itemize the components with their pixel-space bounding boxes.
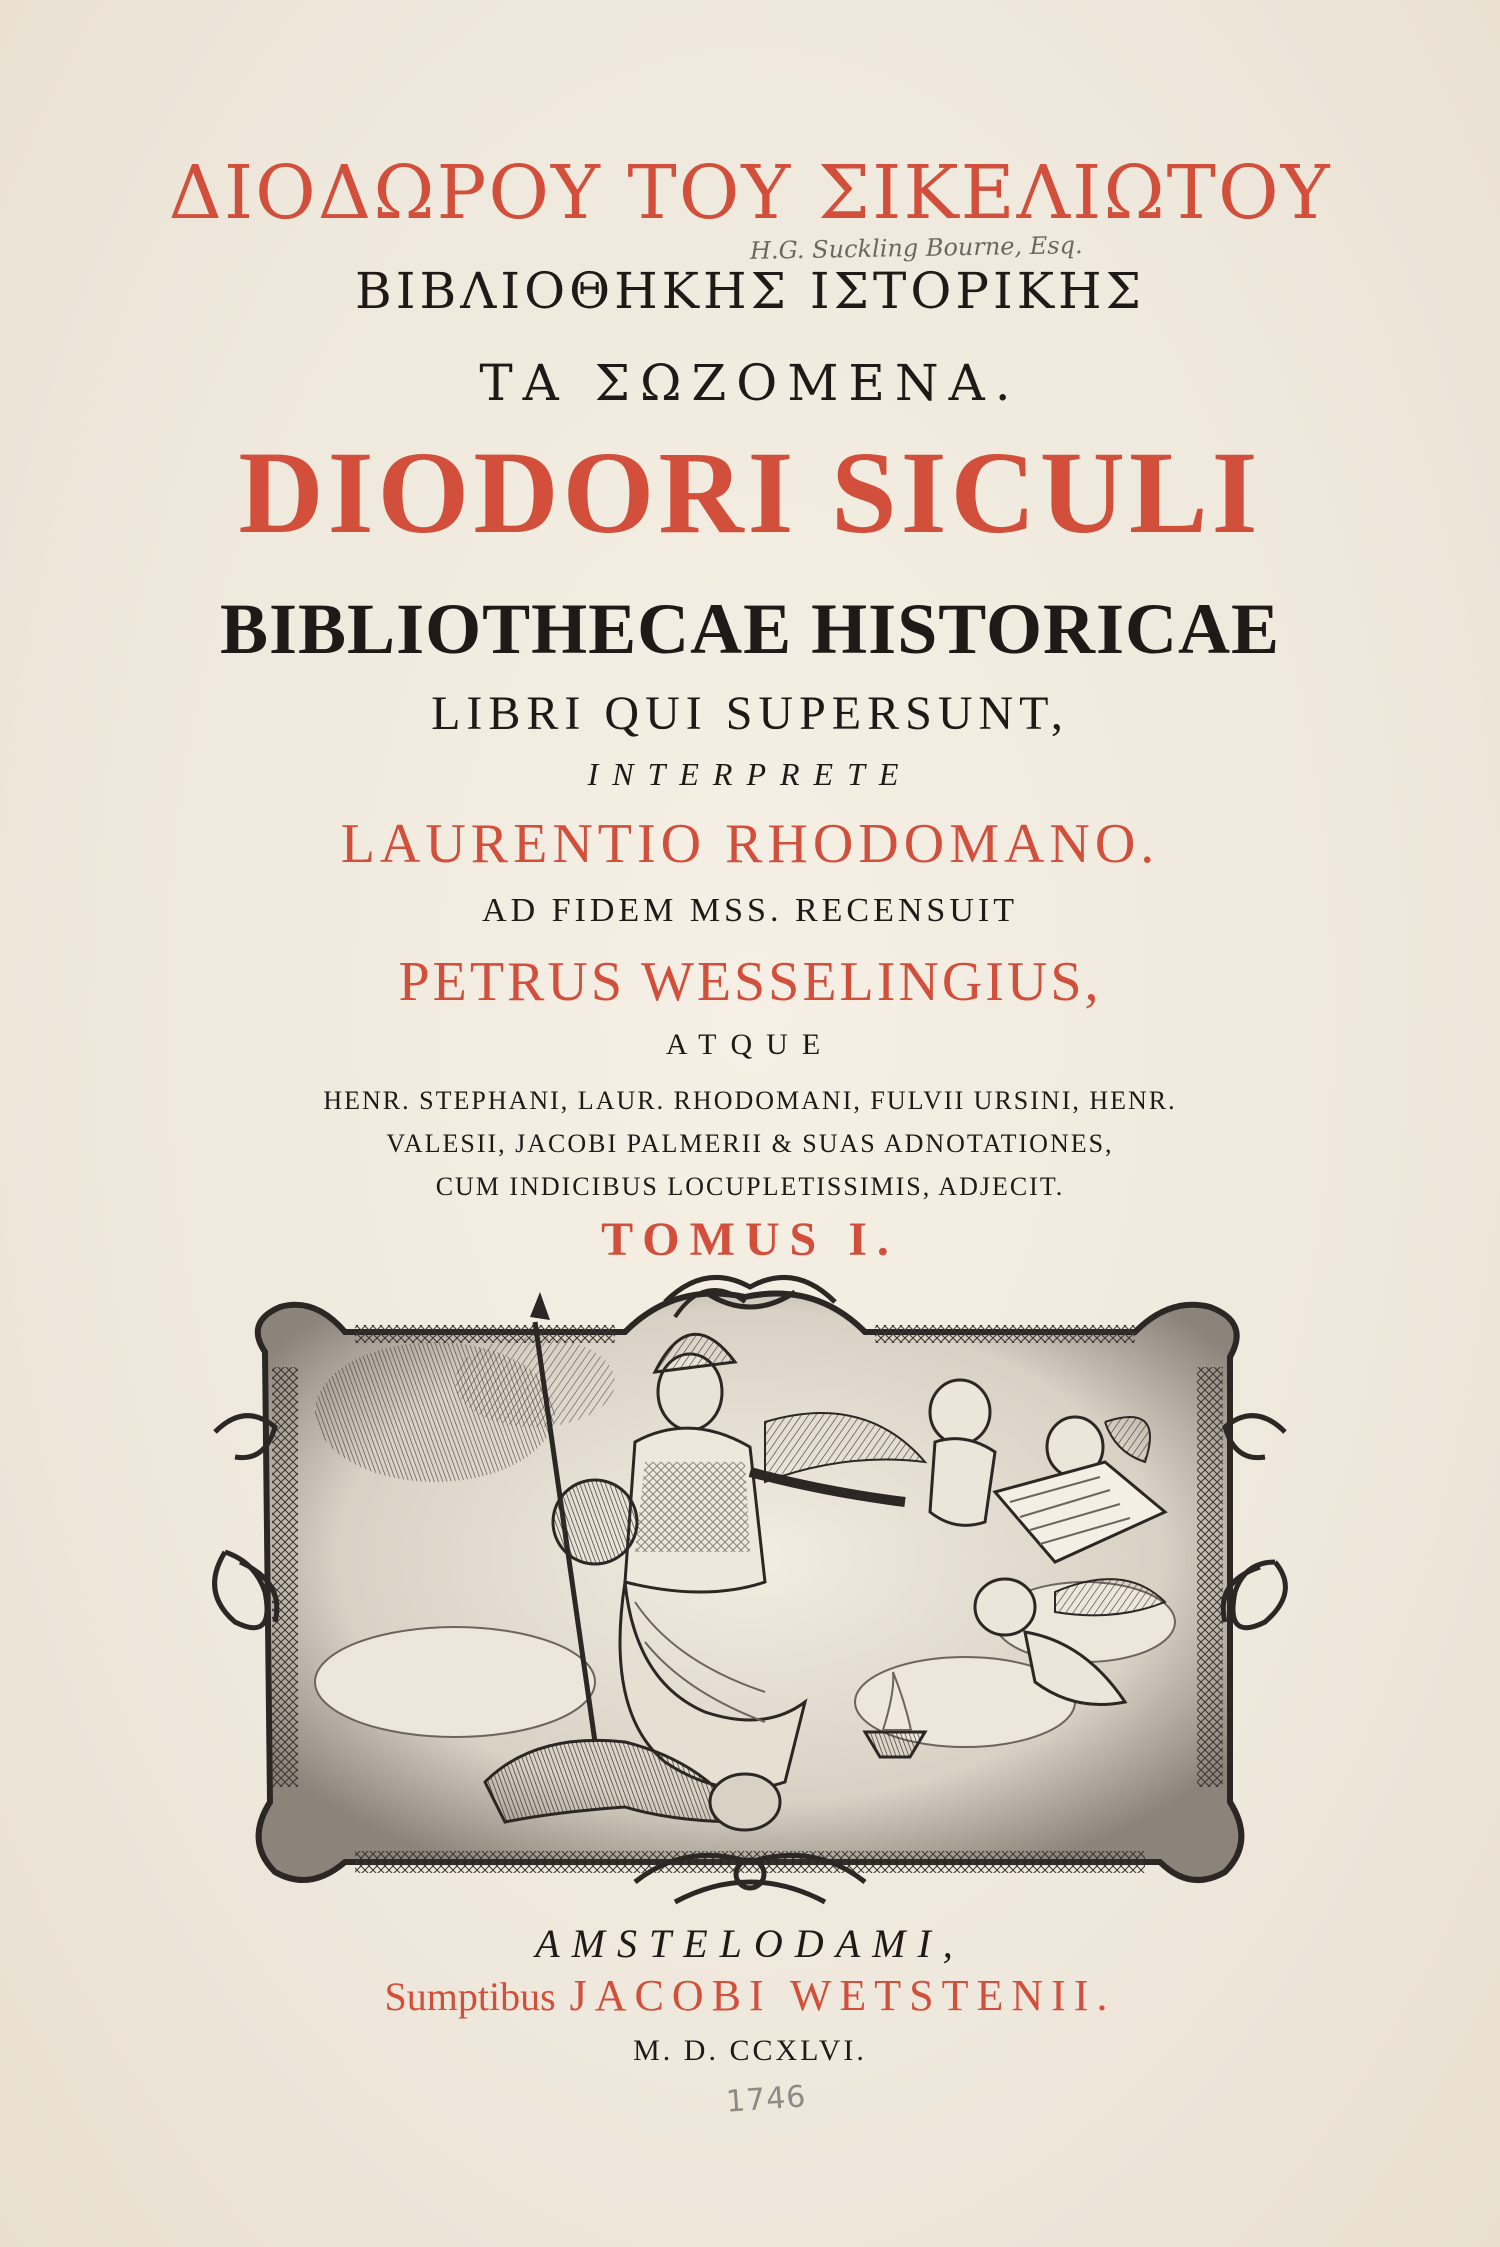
interprete-label: INTERPRETE: [587, 756, 913, 792]
greek-extant-line: ΤΑ ΣΩΖΟΜΕΝΑ.: [479, 354, 1021, 412]
ownership-inscription: H.G. Suckling Bourne, Esq.: [749, 231, 1083, 265]
annotators-line-3: CUM INDICIBUS LOCUPLETISSIMIS, ADJECIT.: [435, 1172, 1065, 1201]
atque-line: ATQUE: [665, 1028, 835, 1061]
editor-name: PETRUS WESSELINGIUS,: [398, 951, 1102, 1013]
pencil-year-note: 1746: [724, 2079, 808, 2120]
recension-line: AD FIDEM MSS. RECENSUIT: [482, 892, 1018, 929]
latin-author-title: DIODORI SICULI: [238, 427, 1262, 558]
translator-name: LAURENTIO RHODOMANO.: [340, 813, 1160, 875]
greek-work-title: ΒΙΒΛΙΟΘΗΚΗΣ ΙΣΤΟΡΙΚΗΣ: [354, 262, 1146, 320]
imprint-date: M. D. CCXLVI.: [633, 2034, 867, 2067]
imprint-publisher-line: [0, 1970, 1500, 2021]
extant-books-line: LIBRI QUI SUPERSUNT,: [431, 687, 1069, 740]
latin-work-title: BIBLIOTHECAE HISTORICAE: [219, 589, 1280, 669]
scroll-ornament-bottom: [635, 1855, 865, 1902]
imprint-city: AMSTELODAMI,: [535, 1921, 965, 1966]
volume-label: TOMUS I.: [601, 1213, 899, 1266]
sumptibus-label: Sumptibus: [384, 1974, 556, 2019]
annotators-line-1: HENR. STEPHANI, LAUR. RHODOMANI, FULVII URSINI, HENR.: [323, 1086, 1177, 1115]
greek-author-heading: ΔΙΟΔΩΡΟΥ ΤΟΥ ΣΙΚΕΛΙΩΤΟΥ: [168, 150, 1332, 236]
annotators-line-2: VALESII, JACOBI PALMERII & SUAS ADNOTATIONES,: [386, 1129, 1114, 1158]
publisher-name: JACOBI WETSTENII.: [569, 1971, 1116, 2020]
engraved-vignette: [205, 1262, 1295, 1912]
